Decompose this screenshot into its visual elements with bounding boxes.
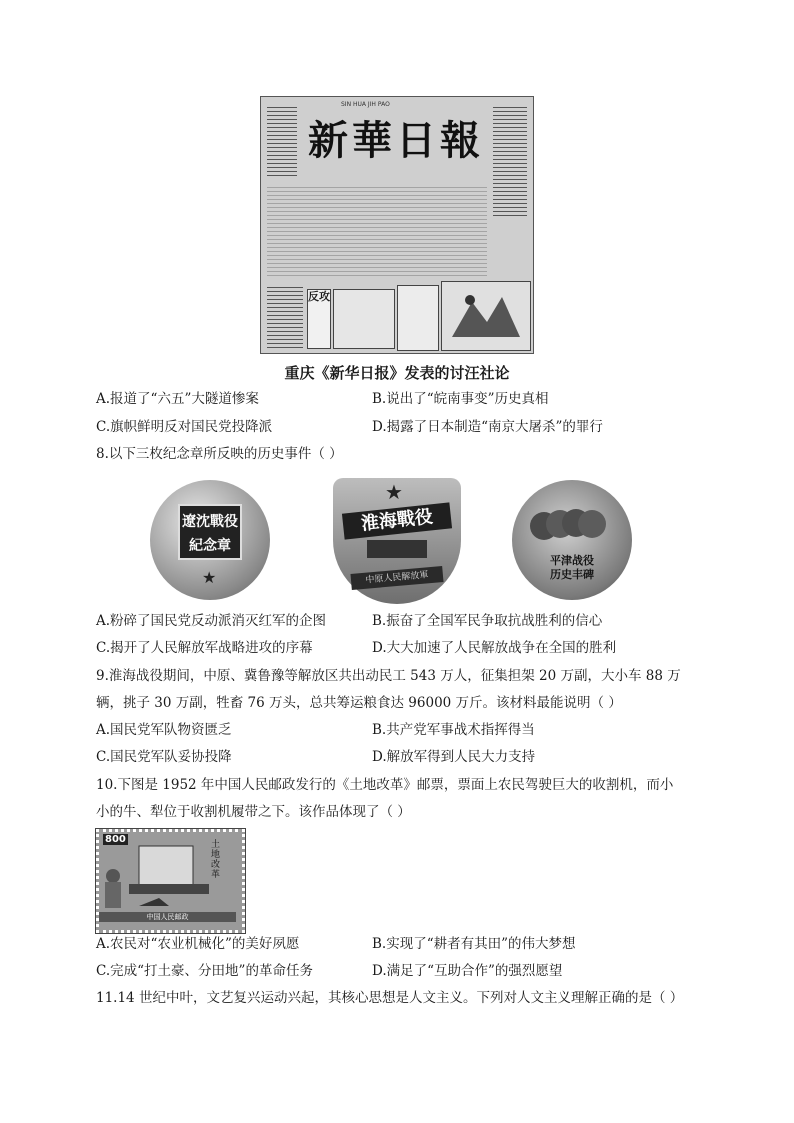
q9-option-c: C.国民党军队妥协投降: [96, 749, 232, 765]
newspaper-article-box: [333, 289, 395, 349]
newspaper-image: [260, 96, 534, 354]
q8-option-d: D.大大加速了人民解放战争在全国的胜利: [372, 640, 617, 656]
star-icon: ★: [202, 568, 217, 587]
q7-option-c: C.旗帜鲜明反对国民党投降派: [96, 419, 273, 435]
huaihai-medal: [333, 478, 461, 604]
liaoshen-medal-title: 遼沈戰役: [182, 514, 238, 530]
star-icon: ★: [385, 480, 403, 504]
newspaper-masthead: 新華日報: [308, 117, 484, 164]
q10-stem-line2: 小的牛、犁位于收割机履带之下。该作品体现了（ ）: [96, 804, 411, 820]
q9-stem-line1: 9.淮海战役期间，中原、冀鲁豫等解放区共出动民工 543 万人，征集担架 20 万副，大小车 88 万: [96, 668, 681, 684]
newspaper-column: [267, 107, 297, 177]
huaihai-medal-subtitle: 中原人民解放軍: [350, 566, 443, 590]
huaihai-medal-title: 淮海戰役: [342, 502, 452, 539]
q9-stem-line2: 辆，挑子 30 万副，牲畜 76 万头，总共筹运粮食达 96000 万斤。该材料最能说明（ ）: [96, 695, 622, 711]
newspaper-latin-header: SIN HUA JIH PAO: [341, 101, 390, 108]
q8-option-a: A.粉碎了国民党反动派消灭红军的企图: [96, 613, 327, 629]
q10-stem-line1: 10.下图是 1952 年中国人民邮政发行的《土地改革》邮票，票面上农民驾驶巨大的收割机，而小: [96, 777, 674, 793]
newspaper-column: [493, 107, 527, 217]
q8-stem: 8.以下三枚纪念章所反映的历史事件（ ）: [96, 446, 343, 462]
q10-option-c: C.完成“打土豪、分田地”的革命任务: [96, 963, 313, 979]
q7-option-b: B.说出了“皖南事变”历史真相: [372, 391, 549, 407]
pingjin-medal-title: 平津战役: [550, 554, 594, 567]
newspaper-caption: 重庆《新华日报》发表的讨汪社论: [284, 364, 510, 382]
liaoshen-medal: [150, 480, 270, 600]
q10-option-b: B.实现了“耕者有其田”的伟大梦想: [372, 936, 576, 952]
huaihai-medal-band: [367, 540, 427, 558]
newspaper-article-box: [397, 285, 439, 351]
q11-stem: 11.14 世纪中叶，文艺复兴运动兴起，其核心思想是人文主义。下列对人文主义理解正确的是（ ）: [96, 990, 684, 1006]
q9-option-b: B.共产党军事战术指挥得当: [372, 722, 535, 738]
land-reform-stamp: [96, 829, 245, 933]
q9-option-a: A.国民党军队物资匮乏: [96, 722, 232, 738]
newspaper-column: [267, 287, 303, 349]
q7-option-a: A.报道了“六五”大隧道惨案: [96, 391, 259, 407]
liaoshen-medal-subtitle: 紀念章: [189, 538, 231, 554]
pingjin-medal: [512, 480, 632, 600]
q7-option-d: D.揭露了日本制造“南京大屠杀”的罪行: [372, 419, 603, 435]
stamp-title: 土地改革: [211, 840, 221, 880]
q8-option-c: C.揭开了人民解放军战略进攻的序幕: [96, 640, 313, 656]
portraits-icon: [512, 498, 632, 558]
newspaper-column: [267, 187, 487, 277]
q8-option-b: B.振奋了全国军民争取抗战胜利的信心: [372, 613, 603, 629]
stamp-issuer: 中国人民邮政: [99, 912, 236, 922]
newspaper-headline: 反攻: [307, 289, 331, 349]
cartoon-illustration-icon: [442, 282, 530, 350]
newspaper-cartoon: [441, 281, 531, 351]
pingjin-medal-subtitle: 历史丰碑: [550, 568, 594, 581]
q10-option-a: A.农民对“农业机械化”的美好夙愿: [96, 936, 300, 952]
stamp-value: 800: [105, 834, 126, 845]
q9-option-d: D.解放军得到人民大力支持: [372, 749, 536, 765]
q10-option-d: D.满足了“互助合作”的强烈愿望: [372, 963, 563, 979]
